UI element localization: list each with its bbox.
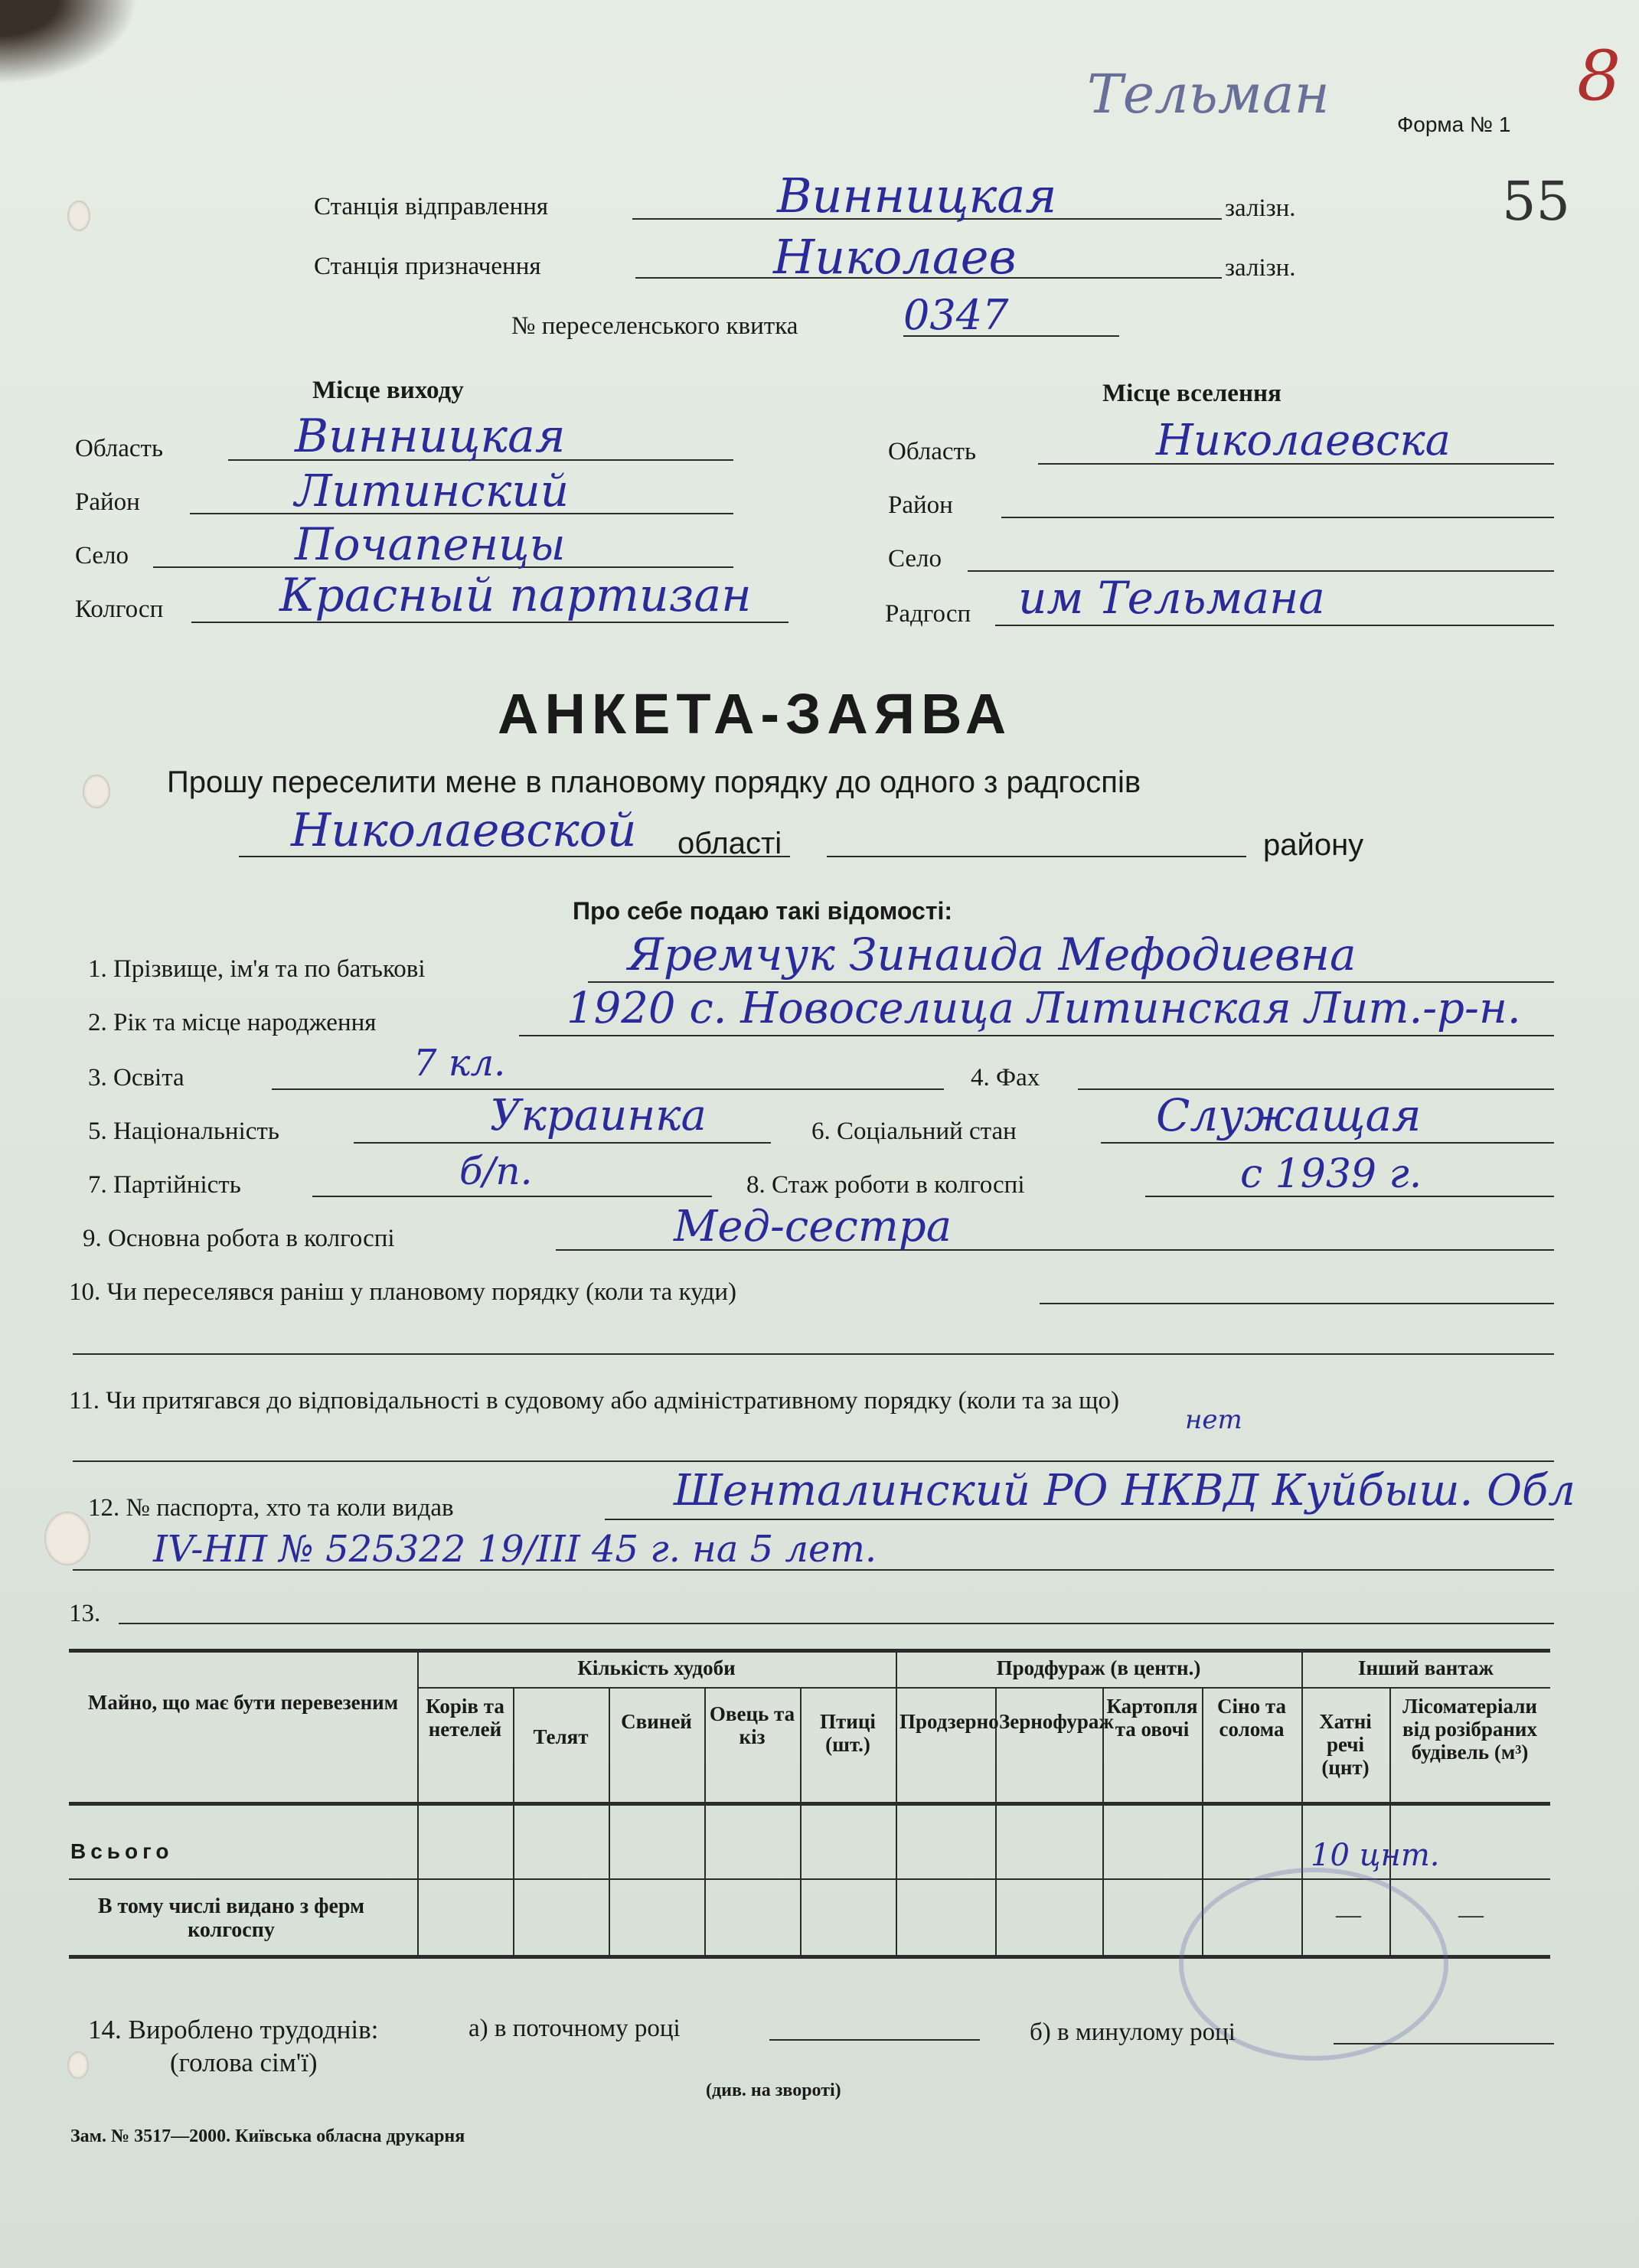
field-1-line — [588, 981, 1554, 983]
col-header-grain: Продзерно — [899, 1710, 999, 1733]
origin-oblast-label: Область — [75, 435, 164, 462]
table-col-divider — [609, 1687, 610, 1955]
col-header-pigs: Свиней — [621, 1710, 692, 1733]
dest-raion-line — [1001, 517, 1554, 518]
table-col-divider — [800, 1687, 802, 1955]
field-10-label: 10. Чи переселявся раніш у плановому порядку (коли та куди) — [69, 1278, 737, 1306]
request-oblast-suffix: області — [677, 827, 782, 860]
origin-kolhosp-label: Колгосп — [75, 596, 164, 623]
request-line: Прошу переселити мене в плановому порядку до одного з радгоспів — [167, 765, 1141, 799]
table-col-divider — [896, 1649, 897, 1955]
col-header-fodder-grain: Зернофураж — [999, 1710, 1114, 1733]
request-raion-suffix: району — [1263, 828, 1364, 862]
corner-mark: 8 — [1577, 36, 1621, 116]
request-raion-line — [827, 856, 1246, 857]
field-10-line-2 — [73, 1353, 1554, 1355]
dest-selo-label: Село — [888, 545, 942, 573]
table-group-divider — [417, 1687, 1550, 1689]
workdays-previous-label: б) в минулому році — [1030, 2018, 1236, 2046]
arrival-label: Станція призначення — [314, 253, 541, 280]
dest-radhosp-line — [995, 625, 1554, 626]
workdays-previous-line — [1334, 2043, 1554, 2044]
field-5-label: 5. Національність — [88, 1118, 279, 1145]
field-4-label: 4. Фах — [971, 1064, 1040, 1092]
field-5-value: Украинка — [490, 1091, 707, 1141]
field-2-label: 2. Рік та місце народження — [88, 1009, 377, 1036]
col-header-property: Майно, що має бути перевезеним — [87, 1691, 399, 1714]
field-7-value: б/п. — [459, 1149, 533, 1193]
origin-oblast-value: Винницкая — [295, 410, 566, 463]
field-12-label: 12. № паспорта, хто та коли видав — [88, 1494, 454, 1522]
workdays-sub: (голова сім'ї) — [170, 2048, 318, 2077]
row-label-issued: В тому числі видано з ферм колгоспу — [97, 1894, 365, 1942]
field-11-value: нет — [1185, 1405, 1242, 1435]
field-2-value: 1920 с. Новоселица Литинская Лит.-р-н. — [566, 984, 1521, 1033]
dest-radhosp-label: Радгосп — [885, 600, 971, 628]
origin-heading: Місце виходу — [312, 377, 464, 404]
col-header-cows: Корів та нетелей — [426, 1695, 504, 1741]
see-reverse-note: (див. на звороті) — [706, 2080, 841, 2100]
field-12-line — [605, 1519, 1554, 1520]
punch-hole — [67, 2051, 89, 2079]
field-12-value: Шенталинский РО НКВД Куйбыш. Обл — [674, 1466, 1575, 1516]
field-8-value: с 1939 г. — [1240, 1151, 1422, 1197]
field-13-label: 13. — [69, 1600, 101, 1627]
request-oblast-value: Николаевской — [291, 804, 637, 857]
origin-selo-value: Почапенцы — [295, 518, 566, 570]
field-7-label: 7. Партійність — [88, 1171, 241, 1199]
punch-hole — [67, 201, 90, 231]
origin-raion-label: Район — [75, 488, 140, 516]
ticket-label: № переселенського квитка — [511, 312, 798, 340]
field-7-line — [312, 1196, 712, 1197]
field-3-label: 3. Освіта — [88, 1064, 184, 1092]
total-household-value: 10 цнт. — [1311, 1838, 1440, 1873]
origin-raion-value: Литинский — [295, 465, 570, 517]
table-col-divider — [513, 1687, 514, 1955]
col-header-hay: Сіно та солома — [1217, 1695, 1286, 1741]
field-3-line — [272, 1088, 944, 1090]
field-9-value: Мед-сестра — [674, 1202, 952, 1251]
dest-oblast-value: Николаевска — [1156, 416, 1451, 465]
punch-hole — [44, 1512, 90, 1565]
field-11-label: 11. Чи притягався до відповідальності в судовому або адміністративному порядку (коли та за що) — [69, 1387, 1119, 1415]
col-header-sheep: Овець та кіз — [709, 1702, 795, 1749]
dest-radhosp-value: им Тельмана — [1018, 572, 1325, 624]
print-footer: Зам. № 3517—2000. Київська обласна друкарня — [70, 2126, 465, 2146]
field-11-line — [73, 1460, 1554, 1462]
pencil-note: Тельман — [1087, 63, 1330, 126]
field-8-label: 8. Стаж роботи в колгоспі — [746, 1171, 1025, 1199]
dest-raion-label: Район — [888, 491, 953, 519]
workdays-current-line — [769, 2039, 980, 2041]
col-header-household: Хатні речі (цнт) — [1319, 1710, 1372, 1780]
group-header-fodder: Продфураж (в центн.) — [996, 1656, 1201, 1679]
table-header-border — [69, 1802, 1550, 1806]
workdays-label: 14. Вироблено трудоднів: — [88, 2015, 379, 2044]
workdays-current-label: а) в поточному році — [469, 2015, 681, 2042]
group-header-other: Інший вантаж — [1357, 1656, 1494, 1679]
issued-lumber-value: — — [1458, 1901, 1484, 1929]
departure-value: Винницкая — [777, 168, 1057, 224]
field-9-label: 9. Основна робота в колгоспі — [83, 1225, 395, 1252]
issued-household-value: — — [1336, 1901, 1361, 1929]
col-header-calves: Телят — [533, 1725, 589, 1748]
row-label-total: Всього — [70, 1839, 174, 1863]
departure-label: Станція відправлення — [314, 193, 549, 220]
field-6-value: Служащая — [1156, 1089, 1422, 1141]
field-10-line — [1040, 1303, 1554, 1304]
field-2-line — [519, 1035, 1554, 1036]
form-title: АНКЕТА-ЗАЯВА — [498, 682, 1013, 746]
intro-text: Про себе подаю такі відомості: — [573, 897, 953, 925]
field-5-line — [354, 1142, 771, 1144]
table-top-border — [69, 1649, 1550, 1653]
field-1-label: 1. Прізвище, ім'я та по батькові — [88, 955, 426, 983]
table-col-divider — [417, 1649, 419, 1955]
punch-hole — [83, 775, 110, 808]
table-col-divider — [704, 1687, 706, 1955]
rail-suffix: залізн. — [1225, 254, 1296, 282]
col-header-poultry: Птиці (шт.) — [820, 1710, 876, 1757]
rail-suffix: залізн. — [1225, 194, 1296, 222]
field-3-value: 7 кл. — [413, 1042, 506, 1085]
file-number: 55 — [1502, 170, 1571, 233]
origin-selo-label: Село — [75, 542, 129, 569]
dest-oblast-label: Область — [888, 438, 977, 465]
field-12-value-2: IV-НП № 525322 19/III 45 г. на 5 лет. — [153, 1528, 877, 1571]
ticket-value: 0347 — [903, 291, 1009, 339]
field-13-line — [119, 1623, 1554, 1624]
arrival-value: Николаев — [773, 229, 1017, 285]
group-header-livestock: Кількість худоби — [577, 1656, 736, 1679]
col-header-potatoes: Картопля та овочі — [1106, 1695, 1198, 1741]
field-6-label: 6. Соціальний стан — [811, 1118, 1017, 1145]
destination-heading: Місце вселення — [1102, 380, 1281, 407]
field-1-value: Яремчук Зинаида Мефодиевна — [628, 928, 1357, 981]
field-6-line — [1101, 1142, 1554, 1144]
page-corner-stain — [0, 0, 138, 84]
origin-kolhosp-value: Красный партизан — [279, 569, 752, 622]
col-header-lumber: Лісоматеріали від розібраних будівель (м³) — [1402, 1695, 1537, 1764]
form-number: Форма № 1 — [1397, 113, 1511, 136]
